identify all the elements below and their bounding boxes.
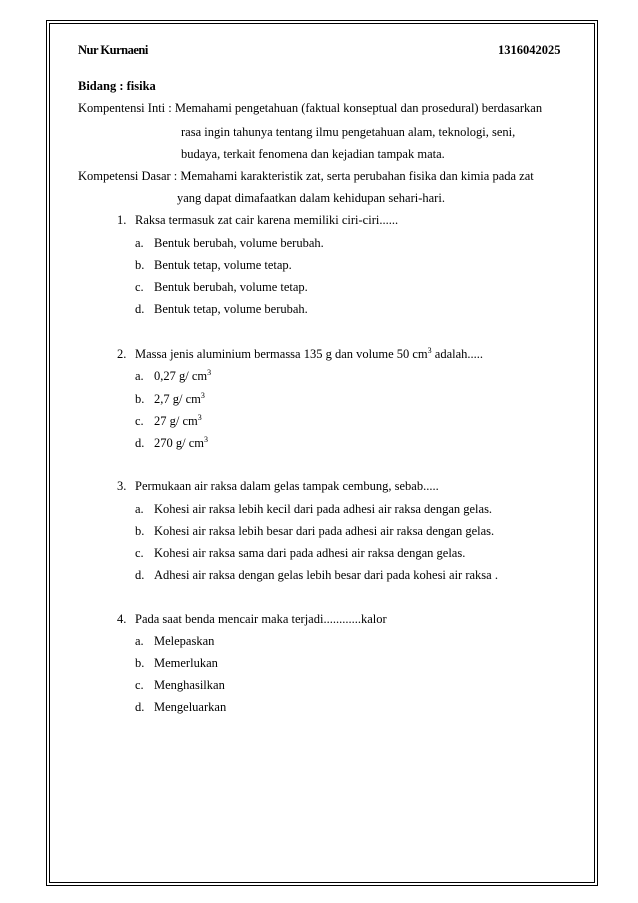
ki-line-3: budaya, terkait fenomena dan kejadian tampak mata. <box>181 147 445 161</box>
ki-line-2: rasa ingin tahunya tentang ilmu pengetahuan alam, teknologi, seni, <box>181 125 516 139</box>
q2-option-d-text: 270 g/ $cm^3$ <box>154 434 208 450</box>
question-2-number: 2. <box>117 347 127 361</box>
kd-line-1: Kompetensi Dasar : Memahami karakteristik zat, serta perubahan fisika dan kimia pada zat <box>78 169 534 183</box>
q2-option-d-letter: d. <box>135 436 145 450</box>
q3-option-b-letter: b. <box>135 524 145 538</box>
question-2-text: Massa jenis aluminium bermassa 135 g dan volume 50 $cm^3$ adalah..... <box>135 345 484 361</box>
q4-option-a-text: Melepaskan <box>154 634 215 648</box>
q2-option-c-letter: c. <box>135 414 144 428</box>
q1-option-c-text: Bentuk berubah, volume tetap. <box>154 280 308 294</box>
q4-option-c-text: Menghasilkan <box>154 678 225 692</box>
q2-option-b-letter: b. <box>135 392 145 406</box>
q1-option-d-text: Bentuk tetap, volume berubah. <box>154 302 308 316</box>
q1-option-d-letter: d. <box>135 302 145 316</box>
q2-option-b-text: 2,7 g/ $cm^3$ <box>154 390 205 406</box>
q1-option-c-letter: c. <box>135 280 144 294</box>
question-1-number: 1. <box>117 213 127 227</box>
question-1-text: Raksa termasuk zat cair karena memiliki ciri-ciri...... <box>135 213 399 227</box>
q3-option-d-text: Adhesi air raksa dengan gelas lebih besar dari pada kohesi air raksa . <box>154 568 498 582</box>
question-4-number: 4. <box>117 612 127 626</box>
q2-option-a-text: 0,27 g/ $cm^3$ <box>154 367 212 383</box>
q4-option-a-letter: a. <box>135 634 144 648</box>
q3-option-c-letter: c. <box>135 546 144 560</box>
q1-option-b-letter: b. <box>135 258 145 272</box>
q2-option-c-text: 27 g/ $cm^3$ <box>154 412 202 428</box>
q1-option-b-text: Bentuk tetap, volume tetap. <box>154 258 292 272</box>
q3-option-a-text: Kohesi air raksa lebih kecil dari pada adhesi air raksa dengan gelas. <box>154 502 493 516</box>
kd-line-2: yang dapat dimafaatkan dalam kehidupan sehari-hari. <box>177 191 445 205</box>
q4-option-b-text: Memerlukan <box>154 656 218 670</box>
ki-line-1: Kompentensi Inti : Memahami pengetahuan (faktual konseptual dan prosedural) berdasarkan <box>78 101 543 115</box>
q1-option-a-letter: a. <box>135 236 144 250</box>
subject-heading: Bidang : fisika <box>78 79 156 93</box>
q2-option-a-letter: a. <box>135 369 144 383</box>
q3-option-c-text: Kohesi air raksa sama dari pada adhesi air raksa dengan gelas. <box>154 546 466 560</box>
question-3-text: Permukaan air raksa dalam gelas tampak cembung, sebab..... <box>135 479 439 493</box>
q4-option-d-text: Mengeluarkan <box>154 700 227 714</box>
question-3-number: 3. <box>117 479 127 493</box>
q4-option-d-letter: d. <box>135 700 145 714</box>
q4-option-b-letter: b. <box>135 656 145 670</box>
q3-option-a-letter: a. <box>135 502 144 516</box>
q3-option-d-letter: d. <box>135 568 145 582</box>
q3-option-b-text: Kohesi air raksa lebih besar dari pada adhesi air raksa dengan gelas. <box>154 524 495 538</box>
question-4-text: Pada saat benda mencair maka terjadi............kalor <box>135 612 387 626</box>
q1-option-a-text: Bentuk berubah, volume berubah. <box>154 236 324 250</box>
student-id: 1316042025 <box>498 43 561 57</box>
author-name: Nur Kurnaeni <box>78 43 148 57</box>
q4-option-c-letter: c. <box>135 678 144 692</box>
